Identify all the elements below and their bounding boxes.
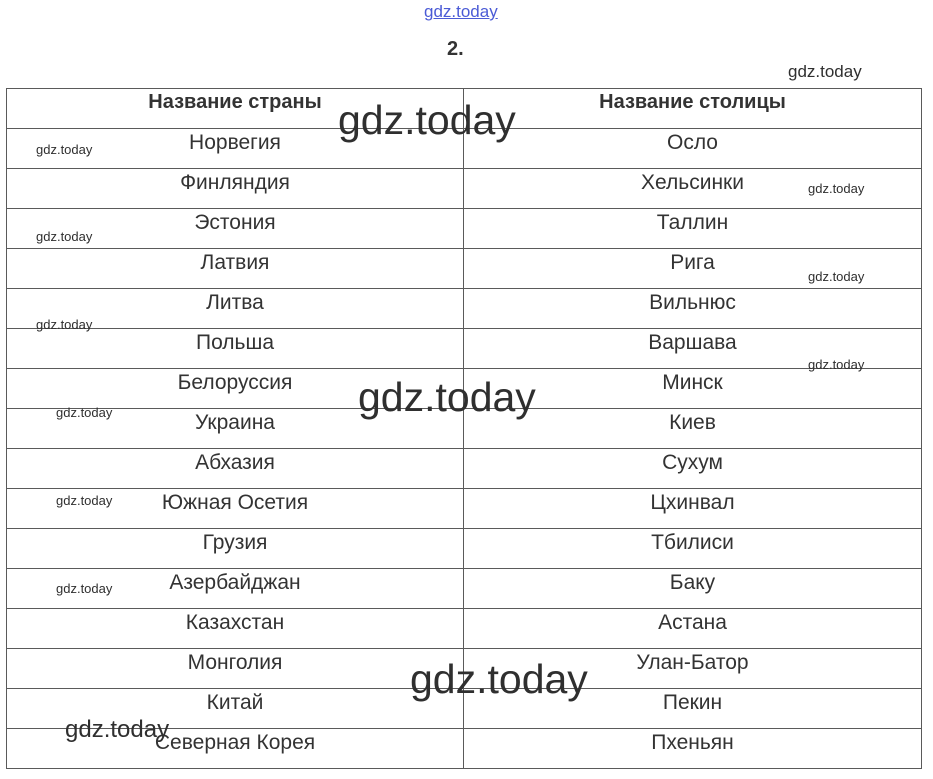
- country-cell: Финляндия: [7, 169, 464, 209]
- country-cell: Китай: [7, 689, 464, 729]
- table-row: [7, 529, 922, 569]
- watermark: gdz.today: [36, 229, 93, 244]
- table-row: [7, 329, 922, 369]
- watermark: gdz.today: [56, 493, 113, 508]
- country-cell: Грузия: [7, 529, 464, 569]
- country-cell: Норвегия: [7, 129, 464, 169]
- country-cell: Монголия: [7, 649, 464, 689]
- capital-cell: Пекин: [464, 689, 922, 729]
- capital-cell: Киев: [464, 409, 922, 449]
- watermark: gdz.today: [808, 269, 865, 284]
- capital-cell: Цхинвал: [464, 489, 922, 529]
- header-country: Название страны: [7, 89, 464, 129]
- capital-cell: Осло: [464, 129, 922, 169]
- capital-cell: Варшава: [464, 329, 922, 369]
- country-cell: Литва: [7, 289, 464, 329]
- table-row: [7, 169, 922, 209]
- watermark: gdz.today: [56, 405, 113, 420]
- capital-cell: Таллин: [464, 209, 922, 249]
- capital-cell: Рига: [464, 249, 922, 289]
- capital-cell: Хельсинки: [464, 169, 922, 209]
- table-row: [7, 609, 922, 649]
- country-cell: Северная Корея: [7, 729, 464, 769]
- watermark: gdz.today: [65, 716, 170, 743]
- watermark: gdz.today: [56, 581, 113, 596]
- table-row: [7, 249, 922, 289]
- watermark: gdz.today: [788, 62, 862, 81]
- capital-cell: Баку: [464, 569, 922, 609]
- country-cell: Казахстан: [7, 609, 464, 649]
- country-cell: Абхазия: [7, 449, 464, 489]
- capital-cell: Вильнюс: [464, 289, 922, 329]
- table-row: [7, 489, 922, 529]
- site-link[interactable]: gdz.today: [424, 2, 498, 21]
- watermark: gdz.today: [410, 656, 588, 702]
- watermark: gdz.today: [36, 317, 93, 332]
- watermark: gdz.today: [338, 97, 516, 143]
- header-capital: Название столицы: [464, 89, 922, 129]
- capital-cell: Тбилиси: [464, 529, 922, 569]
- table-row: [7, 209, 922, 249]
- country-cell: Польша: [7, 329, 464, 369]
- watermark: gdz.today: [808, 181, 865, 196]
- watermark: gdz.today: [36, 142, 93, 157]
- capital-cell: Улан-Батор: [464, 649, 922, 689]
- country-cell: Азербайджан: [7, 569, 464, 609]
- table-row: [7, 569, 922, 609]
- country-cell: Южная Осетия: [7, 489, 464, 529]
- country-cell: Белоруссия: [7, 369, 464, 409]
- country-cell: Украина: [7, 409, 464, 449]
- country-cell: Латвия: [7, 249, 464, 289]
- table-row: [7, 449, 922, 489]
- watermark: gdz.today: [358, 374, 536, 420]
- table-row: [7, 289, 922, 329]
- capital-cell: Сухум: [464, 449, 922, 489]
- capital-cell: Пхеньян: [464, 729, 922, 769]
- capital-cell: Минск: [464, 369, 922, 409]
- capital-cell: Астана: [464, 609, 922, 649]
- country-cell: Эстония: [7, 209, 464, 249]
- watermark: gdz.today: [808, 357, 865, 372]
- task-number: 2.: [447, 38, 464, 60]
